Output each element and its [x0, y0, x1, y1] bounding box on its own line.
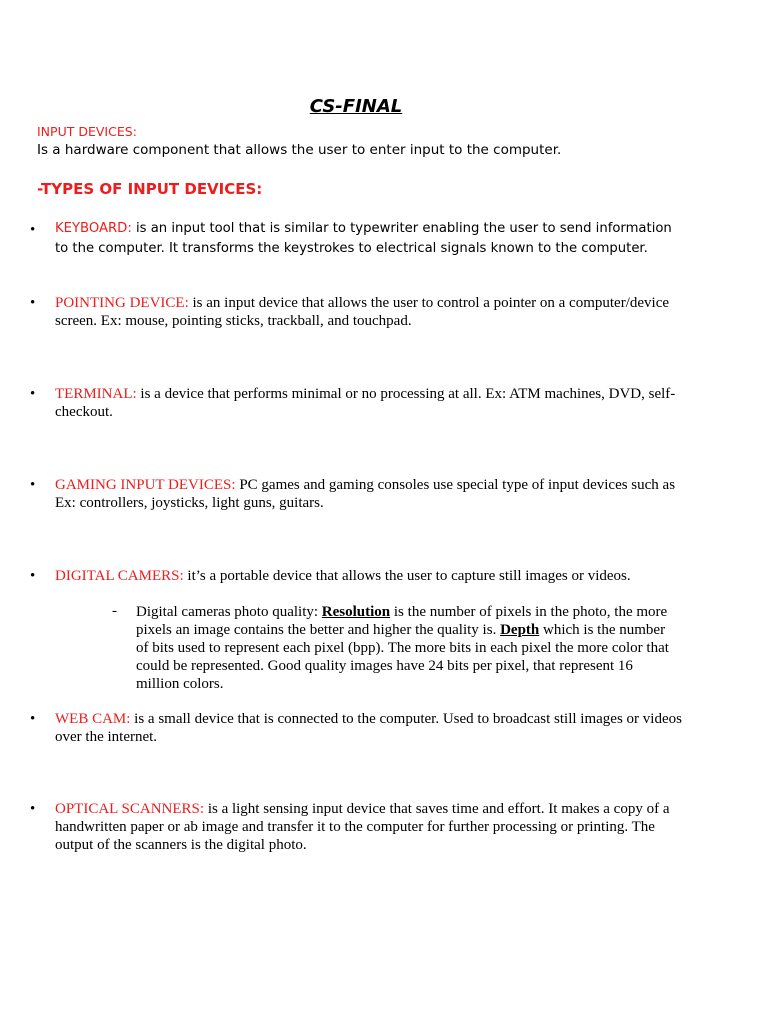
- item-label: POINTING DEVICE:: [55, 295, 189, 311]
- item-text: is a device that performs minimal or no processing at all. Ex: ATM machines, DVD, self-checkout.: [55, 386, 676, 420]
- list-item-digital-cameras: [55, 567, 685, 585]
- bullet-icon: •: [30, 222, 36, 238]
- item-text: is an input tool that is similar to typewriter enabling the user to send information to the computer. It transforms the keystrokes to electrical signals known to the computer.: [55, 221, 672, 256]
- item-text: it’s a portable device that allows the user to capture still images or videos.: [183, 568, 631, 584]
- camera-quality-subitem: [136, 603, 676, 693]
- depth-term: Depth: [500, 622, 540, 638]
- list-item-optical-scanners: [55, 800, 685, 854]
- document-title: CS-FINAL: [309, 96, 403, 117]
- item-text: is a light sensing input device that saves time and effort. It makes a copy of a handwritten paper or ab image and transfer it to the computer for further processing or printing. The output of the scanners is the digital photo.: [55, 801, 670, 853]
- item-label: OPTICAL SCANNERS:: [55, 801, 205, 817]
- types-heading: -TYPES OF INPUT DEVICES:: [37, 180, 263, 198]
- sub-item-dash: -: [112, 603, 117, 619]
- sub-item-text-2: which is the number of bits used to represent each pixel (bpp). The more bits in each pixel the more color that could be represented. Good quality images have 24 bits per pixel, that represent 16 million colors.: [136, 622, 669, 692]
- resolution-term: Resolution: [321, 604, 391, 620]
- list-item-keyboard: [55, 219, 685, 259]
- list-item-terminal: [55, 385, 685, 421]
- bullet-icon: •: [30, 711, 36, 727]
- bullet-icon: •: [30, 295, 36, 311]
- item-label: GAMING INPUT DEVICES:: [55, 477, 236, 493]
- bullet-icon: •: [30, 477, 36, 493]
- item-text: PC games and gaming consoles use special type of input devices such as Ex: controllers, joysticks, light guns, guitars.: [55, 477, 676, 511]
- list-item-pointing-device: [55, 294, 685, 330]
- input-devices-definition: Is a hardware component that allows the user to enter input to the computer.: [37, 142, 562, 158]
- item-text: is a small device that is connected to the computer. Used to broadcast still images or videos over the internet.: [55, 711, 682, 745]
- bullet-icon: •: [30, 568, 36, 584]
- bullet-icon: •: [30, 386, 36, 402]
- sub-item-lead: Digital cameras photo quality:: [136, 604, 322, 620]
- list-item-gaming-input-devices: [55, 476, 685, 512]
- input-devices-heading: INPUT DEVICES:: [37, 124, 137, 139]
- item-label: DIGITAL CAMERS:: [55, 568, 184, 584]
- item-label: KEYBOARD:: [55, 221, 132, 236]
- item-label: WEB CAM:: [55, 711, 131, 727]
- list-item-web-cam: [55, 710, 685, 746]
- item-label: TERMINAL:: [55, 386, 137, 402]
- bullet-icon: •: [30, 801, 36, 817]
- item-text: is an input device that allows the user to control a pointer on a computer/device screen. Ex: mouse, pointing sticks, trackball, and touchpad.: [55, 295, 670, 329]
- sub-item-text-1: is the number of pixels in the photo, the more pixels an image contains the better and higher the quality is.: [136, 604, 668, 638]
